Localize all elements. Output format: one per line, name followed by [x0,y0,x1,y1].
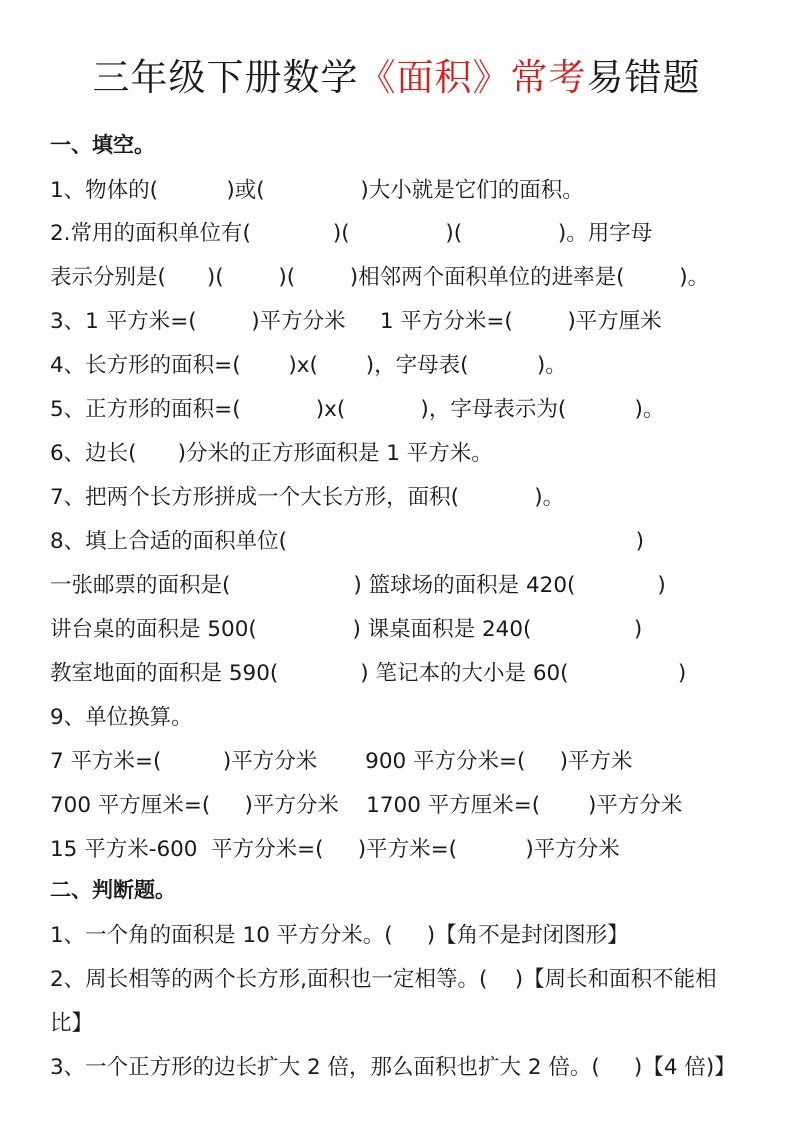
page-title [0,52,793,104]
question-1-8-a: 一张邮票的面积是( ) 篮球场的面积是 420( ) [50,573,666,598]
question-1-8-c: 教室地面的面积是 590( ) 笔记本的大小是 60( ) [50,661,687,686]
question-1-9-b: 700 平方厘米=( )平方分米 1700 平方厘米=( )平方分米 [50,793,683,818]
question-1-8-b: 讲台桌的面积是 500( ) 课桌面积是 240( ) [50,617,643,642]
question-1-3: 3、1 平方米=( )平方分米 1 平方分米=( )平方厘米 [50,309,662,334]
section-2-heading: 二、判断题。 [50,878,176,902]
question-1-9-c: 15 平方米-600 平方分米=( )平方米=( )平方分米 [50,837,620,862]
question-1-1: 1、物体的( )或( )大小就是它们的面积。 [50,178,584,203]
question-2-2-line-1: 2、周长相等的两个长方形,面积也一定相等。( )【周长和面积不能相 [50,967,717,992]
question-2-2-line-2: 比】 [50,1011,94,1036]
title-part-2: 《面积》常考 [358,56,587,99]
question-1-7: 7、把两个长方形拼成一个大长方形，面积( )。 [50,485,565,510]
question-1-6: 6、边长( )分米的正方形面积是 1 平方米。 [50,441,493,466]
question-1-9: 9、单位换算。 [50,705,193,730]
title-part-3: 易错题 [586,56,701,99]
question-1-8: 8、填上合适的面积单位( ) [50,529,645,554]
question-1-2-line-1: 2.常用的面积单位有( )( )( )。用字母 [50,221,653,246]
section-1-heading: 一、填空。 [50,133,155,157]
question-1-2-line-2: 表示分别是( )( )( )相邻两个面积单位的进率是( )。 [50,265,710,290]
question-1-9-a: 7 平方米=( )平方分米 900 平方分米=( )平方米 [50,749,633,774]
question-1-4: 4、长方形的面积=( )x( )，字母表( )。 [50,353,567,378]
question-1-5: 5、正方形的面积=( )x( )，字母表示为( )。 [50,397,665,422]
question-2-3: 3、一个正方形的边长扩大 2 倍，那么面积也扩大 2 倍。( )【4 倍)】 [50,1055,736,1080]
title-part-1: 三年级下册数学 [92,56,359,99]
question-2-1: 1、一个角的面积是 10 平方分米。( )【角不是封闭图形】 [50,923,629,948]
